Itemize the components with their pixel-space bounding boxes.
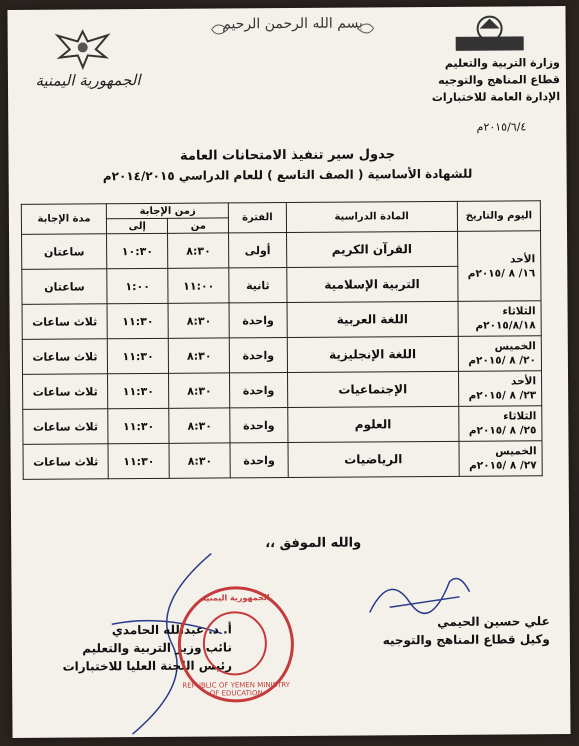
duration-cell: ساعتان — [22, 234, 107, 270]
to-cell: ١٠:٣٠ — [107, 233, 168, 268]
duration-cell: ثلاث ساعات — [23, 409, 108, 445]
header-duration: مدة الإجابة — [21, 204, 106, 235]
ministry-line: وزارة التربية والتعليم — [444, 56, 560, 70]
table-row — [22, 301, 541, 340]
from-cell: ٨:٣٠ — [169, 443, 230, 478]
header-to: إلى — [107, 218, 168, 233]
day-cell — [457, 231, 541, 302]
to-cell: ١١:٣٠ — [108, 408, 169, 443]
table-row — [22, 231, 541, 270]
basmala: بسم الله الرحمن الرحيم — [222, 15, 363, 33]
period-cell: واحدة — [230, 338, 287, 373]
day-name: الثلاثاء — [502, 305, 536, 318]
period-cell: أولى — [229, 233, 286, 268]
closing-phrase: والله الموفق ،، — [265, 535, 362, 552]
day-date: ٢٥/ ٨ /٢٠١٥م — [468, 424, 537, 437]
duration-cell: ساعتان — [22, 269, 107, 305]
table-row — [23, 406, 542, 445]
table-row — [23, 441, 542, 480]
stamp-top-text: الجمهورية اليمنية — [201, 593, 270, 603]
to-cell: ١١:٣٠ — [108, 373, 169, 408]
duration-cell: ثلاث ساعات — [23, 444, 108, 480]
to-cell: ١:٠٠ — [107, 268, 168, 303]
day-cell — [459, 406, 542, 442]
period-cell: واحدة — [230, 373, 287, 408]
duration-cell: ثلاث ساعات — [22, 339, 107, 375]
document-page — [7, 6, 570, 738]
day-date: ٢٠١٥/٨/١٨م — [475, 319, 536, 332]
official-stamp — [177, 586, 294, 703]
subject-cell: الرياضيات — [288, 441, 460, 477]
subject-cell: التربية الإسلامية — [286, 266, 458, 302]
stamp-bottom-text: REPUBLIC OF YEMEN MINISTRY OF EDUCATION — [182, 681, 291, 698]
day-date: ٢٠/ ٨ /٢٠١٥م — [468, 354, 536, 367]
to-cell: ١١:٣٠ — [108, 443, 169, 478]
header-day: اليوم والتاريخ — [457, 201, 540, 232]
day-date: ١٦/ ٨ /٢٠١٥م — [467, 266, 536, 280]
day-name: الخميس — [494, 340, 536, 353]
signatory-title: نائب وزير التربية والتعليم — [82, 640, 232, 656]
signatory-right — [370, 612, 550, 649]
period-cell: واحدة — [230, 443, 287, 478]
signatory-title: وكيل قطاع المناهج والتوجيه — [382, 632, 550, 648]
to-cell: ١١:٣٠ — [107, 303, 168, 338]
subject-cell: اللغة الإنجليزية — [287, 336, 459, 372]
from-cell: ٨:٣٠ — [169, 373, 230, 408]
stamp-emblem-icon — [203, 611, 267, 675]
day-name: الثلاثاء — [503, 410, 537, 423]
duration-cell: ثلاث ساعات — [22, 304, 107, 340]
signatory-name: علي حسين الحيمي — [437, 614, 550, 629]
subject-cell: اللغة العربية — [287, 301, 459, 337]
day-cell — [459, 441, 542, 477]
exam-schedule-table — [21, 200, 543, 480]
header-period: الفترة — [229, 203, 286, 233]
ministry-line: قطاع المناهج والتوجيه — [438, 73, 561, 87]
day-cell — [458, 301, 541, 337]
day-date: ٢٧/ ٨ /٢٠١٥م — [469, 459, 537, 472]
document-subtitle: للشهادة الأساسية ( الصف التاسع ) للعام الدراسي ٢٠١٤/٢٠١٥م — [102, 166, 473, 184]
ministry-logo-icon — [449, 12, 529, 55]
day-name: الأحد — [510, 375, 537, 388]
day-cell — [458, 336, 541, 372]
subject-cell: العلوم — [287, 406, 459, 442]
republic-name: الجمهورية اليمنية — [35, 71, 141, 90]
period-cell: ثانية — [229, 268, 286, 303]
period-cell: واحدة — [230, 408, 287, 443]
document-title: جدول سير تنفيذ الامتحانات العامة — [179, 147, 396, 164]
day-cell — [458, 371, 541, 407]
header-time: زمن الإجابة — [107, 203, 229, 219]
table-row — [22, 336, 541, 375]
basmala-frame-icon — [208, 17, 378, 40]
day-name: الخميس — [495, 445, 537, 458]
day-date: ٢٣/ ٨ /٢٠١٥م — [468, 389, 537, 402]
day-name: الأحد — [510, 252, 536, 265]
duration-cell: ثلاث ساعات — [23, 374, 108, 410]
from-cell: ١١:٠٠ — [168, 268, 229, 303]
period-cell: واحدة — [229, 303, 286, 338]
yemen-eagle-emblem-icon — [48, 23, 118, 71]
subject-cell: القرآن الكريم — [286, 231, 458, 267]
from-cell: ٨:٣٠ — [168, 233, 229, 268]
signatory-title: رئيس اللجنة العليا للاختبارات — [62, 658, 233, 674]
from-cell: ٨:٣٠ — [169, 408, 230, 443]
header-from: من — [168, 218, 229, 233]
ministry-header — [390, 54, 560, 106]
ministry-line: الإدارة العامة للاختبارات — [431, 90, 561, 104]
document-date: ٢٠١٥/٦/٤م — [476, 120, 527, 134]
from-cell: ٨:٣٠ — [168, 303, 229, 338]
subject-cell: الإجتماعيات — [287, 371, 459, 407]
header-subject: المادة الدراسية — [286, 201, 458, 232]
to-cell: ١١:٣٠ — [107, 338, 168, 373]
table-row — [23, 371, 542, 410]
signatory-name: أ. د. عبدالله الحامدي — [111, 622, 232, 638]
from-cell: ٨:٣٠ — [169, 338, 230, 373]
